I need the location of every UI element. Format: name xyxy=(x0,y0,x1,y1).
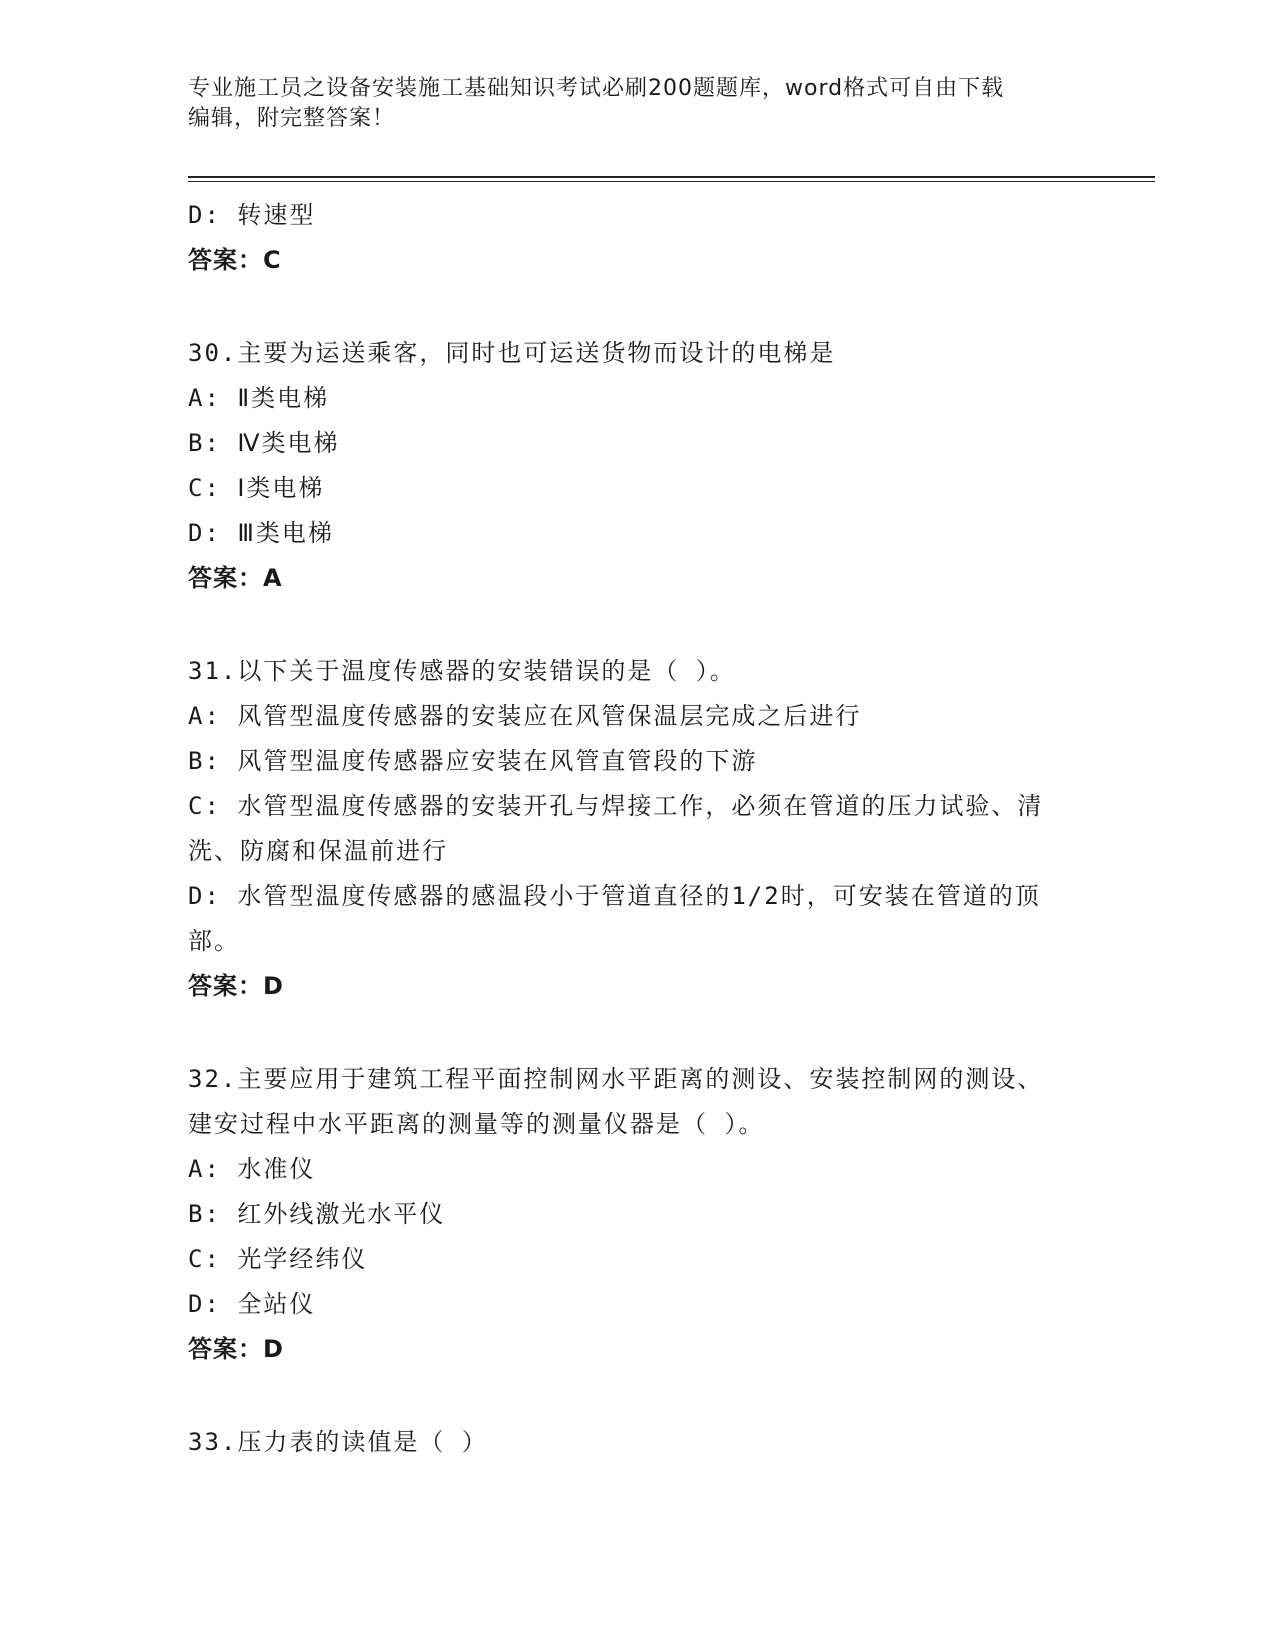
option-c: C: 光学经纬仪 xyxy=(188,1245,368,1273)
option-a: A: Ⅱ类电梯 xyxy=(188,384,330,412)
question-stem: 30.主要为运送乘客，同时也可运送货物而设计的电梯是 xyxy=(188,339,836,367)
question-30 xyxy=(188,331,1088,601)
option-d: D: 全站仪 xyxy=(188,1290,316,1318)
header-divider xyxy=(188,176,1155,178)
option-d: D: Ⅲ类电梯 xyxy=(188,519,334,547)
header-divider-thin xyxy=(188,181,1155,182)
question-31 xyxy=(188,649,1088,1009)
answer: 答案：D xyxy=(188,1335,284,1363)
question-33 xyxy=(188,1420,1088,1465)
option-b: B: Ⅳ类电梯 xyxy=(188,429,340,457)
header-title-line-2: 编辑，附完整答案！ xyxy=(188,106,396,131)
prev-option-d: D: 转速型 xyxy=(188,201,316,229)
header-title-line-1: 专业施工员之设备安装施工基础知识考试必刷200题题库，word格式可自由下载 xyxy=(188,76,1005,101)
question-stem: 33.压力表的读值是（ ） xyxy=(188,1428,488,1456)
prev-answer: 答案：C xyxy=(188,246,282,274)
option-c: C: 水管型温度传感器的安装开孔与焊接工作，必须在管道的压力试验、清洗、防腐和保温前进行 xyxy=(188,792,1044,865)
document-header xyxy=(188,74,1088,134)
question-stem: 32.主要应用于建筑工程平面控制网水平距离的测设、安装控制网的测设、建安过程中水平距离的测量等的测量仪器是（ ）。 xyxy=(188,1065,1044,1138)
question-stem: 31.以下关于温度传感器的安装错误的是（ ）。 xyxy=(188,657,736,685)
option-a: A: 水准仪 xyxy=(188,1155,316,1183)
question-content xyxy=(188,193,1088,1465)
option-d: D: 水管型温度传感器的感温段小于管道直径的1/2时，可安装在管道的顶部。 xyxy=(188,882,1041,955)
option-a: A: 风管型温度传感器的安装应在风管保温层完成之后进行 xyxy=(188,702,862,730)
question-32 xyxy=(188,1057,1088,1372)
answer: 答案：A xyxy=(188,564,283,592)
option-b: B: 风管型温度传感器应安装在风管直管段的下游 xyxy=(188,747,758,775)
option-b: B: 红外线激光水平仪 xyxy=(188,1200,446,1228)
answer: 答案：D xyxy=(188,972,284,1000)
option-c: C: Ⅰ类电梯 xyxy=(188,474,325,502)
